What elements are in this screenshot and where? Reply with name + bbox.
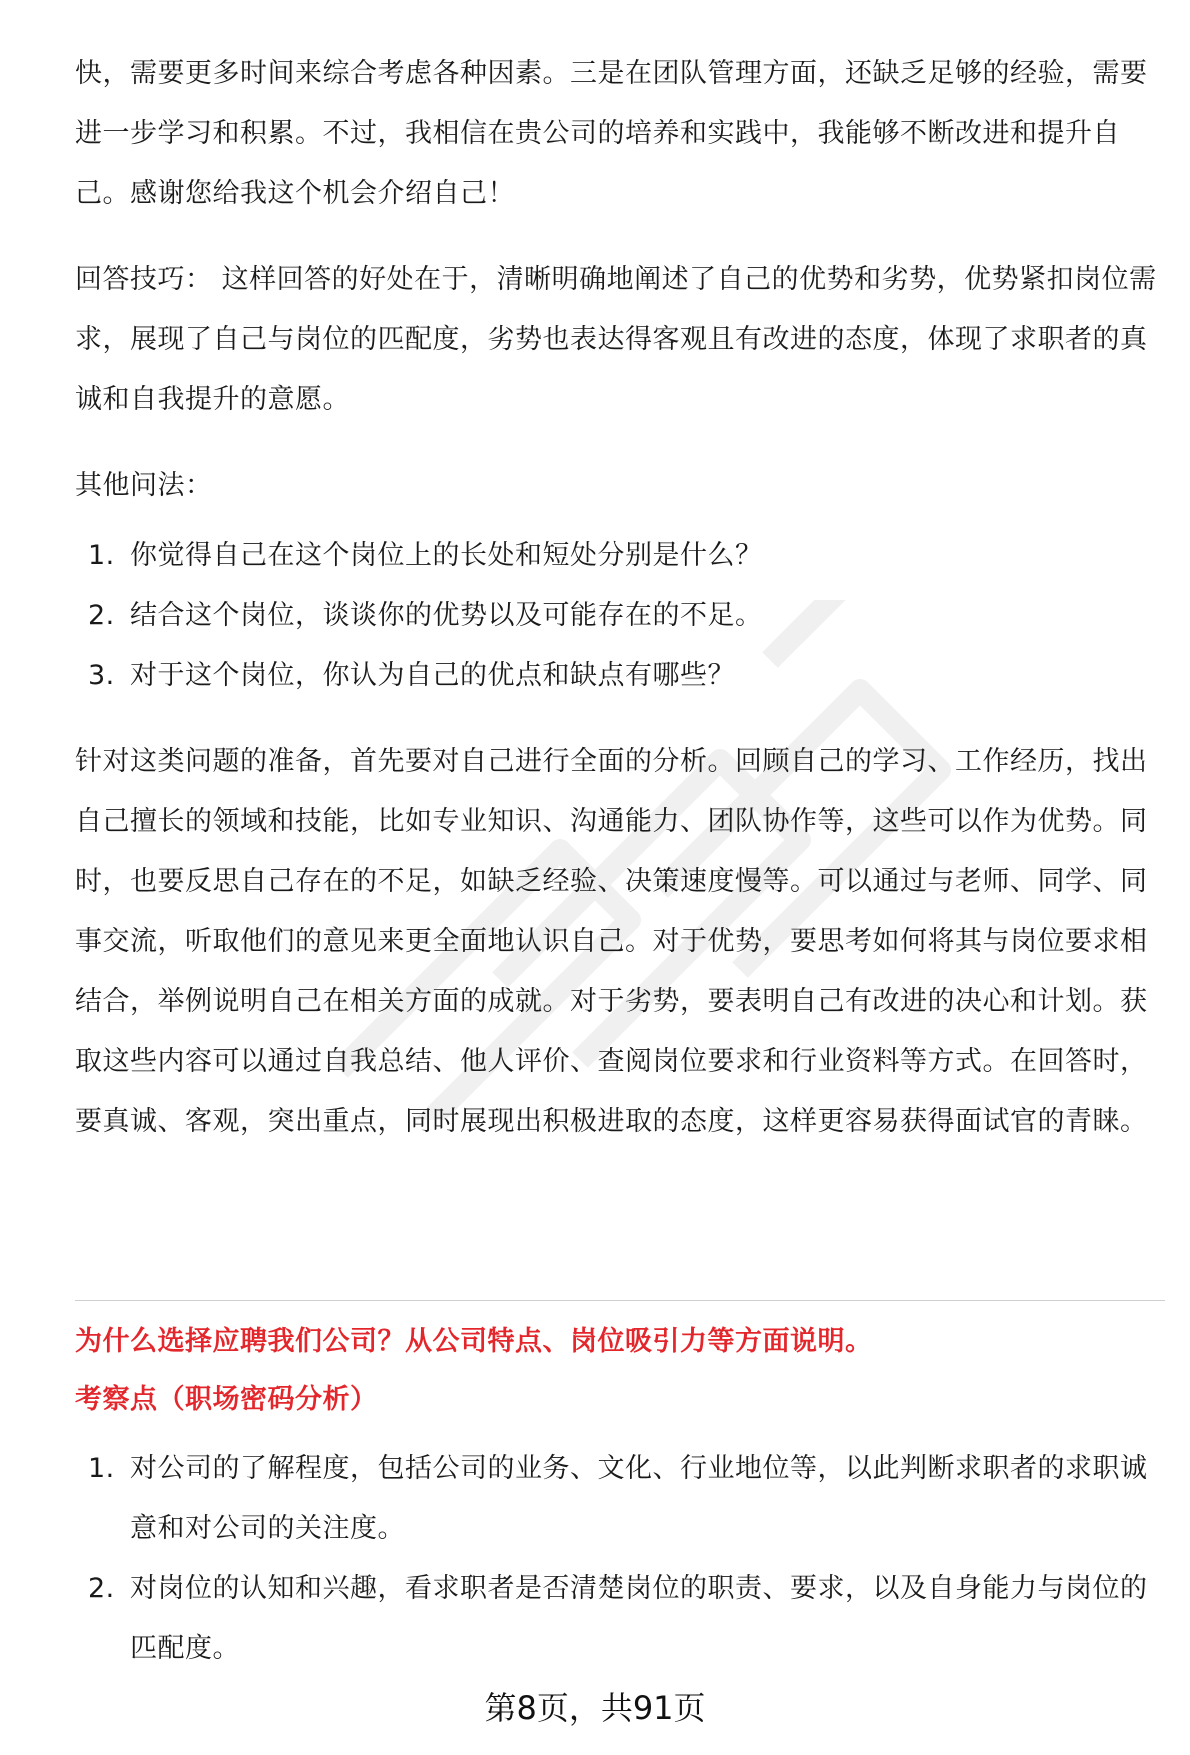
list-number: 3. [88,660,115,691]
section-divider [75,1300,1165,1301]
list-text: 对岗位的认知和兴趣，看求职者是否清楚岗位的职责、要求，以及自身能力与岗位的匹配度。 [130,1573,1148,1664]
list-item [75,586,1165,646]
main-content [75,44,1165,1178]
paragraph-preparation: 针对这类问题的准备，首先要对自己进行全面的分析。回顾自己的学习、工作经历，找出自己擅长的领域和技能，比如专业知识、沟通能力、团队协作等，这些可以作为优势。同时，也要反思自己存在的不足，如缺乏经验、决策速度慢等。可以通过与老师、同学、同事交流，听取他们的意见来更全面地认识自己。对于优势，要思考如何将其与岗位要求相结合，举例说明自己在相关方面的成就。对于劣势，要表明自己有改进的决心和计划。获取这些内容可以通过自我总结、他人评价、查阅岗位要求和行业资料等方式。在回答时，要真诚、客观，突出重点，同时展现出积极进取的态度，这样更容易获得面试官的青睐。 [75,746,1148,1137]
list-number: 2. [88,1573,115,1604]
list-text: 对于这个岗位，你认为自己的优点和缺点有哪些？ [130,660,735,691]
list-number: 1. [88,540,115,571]
list-text: 对公司的了解程度，包括公司的业务、文化、行业地位等，以此判断求职者的求职诚意和对公司的关注度。 [130,1453,1148,1544]
list-number: 2. [88,600,115,631]
list-item [75,646,1165,706]
question-subtitle: 考察点（职场密码分析） [75,1384,378,1415]
list-text: 你觉得自己在这个岗位上的长处和短处分别是什么？ [130,540,763,571]
page-number: 第8页，共91页 [484,1689,706,1727]
list-item [75,1559,1165,1679]
list-number: 1. [88,1453,115,1484]
list-item [75,1439,1165,1559]
question-section [75,1313,1165,1705]
paragraph-answer-tips: 回答技巧： 这样回答的好处在于，清晰明确地阐述了自己的优势和劣势，优势紧扣岗位需求，展现了自己与岗位的匹配度，劣势也表达得客观且有改进的态度，体现了求职者的真诚和自我提升的意愿。 [75,264,1157,415]
other-questions-list [75,526,1165,706]
paragraph-other-questions-heading: 其他问法： [75,470,213,501]
assessment-points-list [75,1439,1165,1679]
paragraph-answer-end: 快，需要更多时间来综合考虑各种因素。三是在团队管理方面，还缺乏足够的经验，需要进一步学习和积累。不过，我相信在贵公司的培养和实践中，我能够不断改进和提升自己。感谢您给我这个机会介绍自己！ [75,58,1148,209]
question-title: 为什么选择应聘我们公司？从公司特点、岗位吸引力等方面说明。 [75,1326,873,1357]
list-item [75,526,1165,586]
list-text: 结合这个岗位，谈谈你的优势以及可能存在的不足。 [130,600,763,631]
